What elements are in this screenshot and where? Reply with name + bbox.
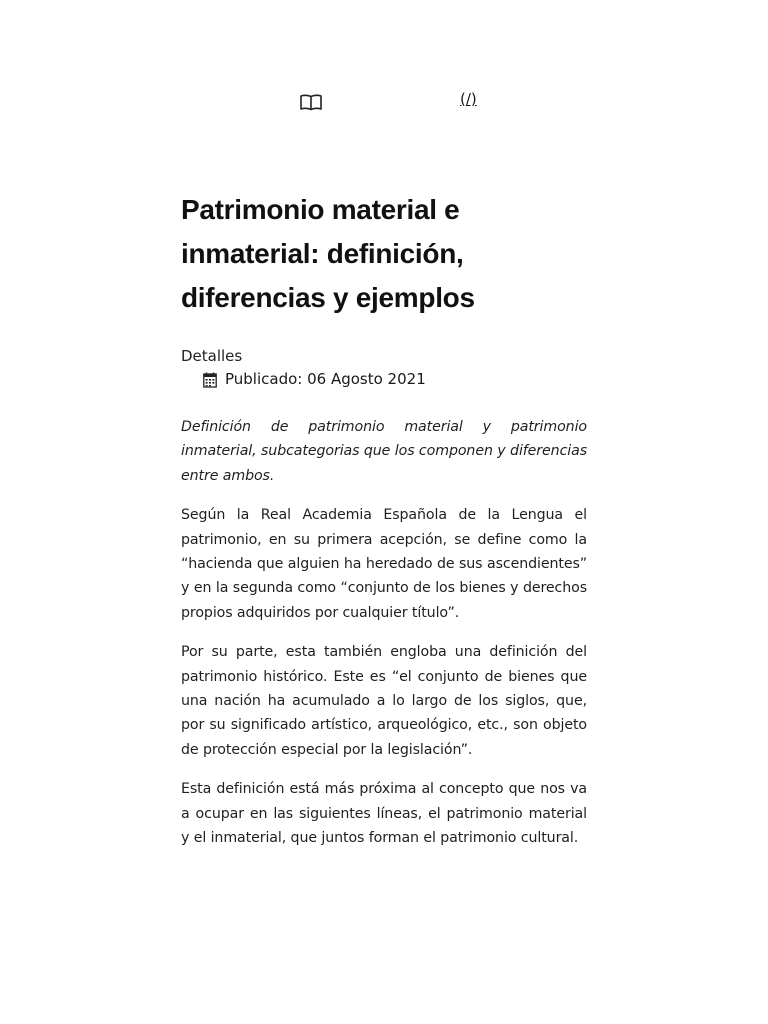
article-title: Patrimonio material e inmaterial: definición, diferencias y ejemplos	[181, 194, 475, 313]
article-paragraph: Por su parte, esta también engloba una definición del patrimonio histórico. Este es “el conjunto de bienes que una nación ha acumulado a lo largo de los siglos, que, por su significado artístico, arqueológico, etc., son objeto de protección especial por la legislación”.	[181, 644, 587, 758]
published-label: Publicado: 06 Agosto 2021	[225, 370, 426, 388]
calendar-icon	[203, 372, 217, 388]
details-label: Detalles	[181, 347, 243, 365]
book-open-icon[interactable]	[299, 92, 323, 112]
article-lead-paragraph: Definición de patrimonio material y patrimonio inmaterial, subcategorias que los componen y diferencias entre ambos.	[181, 419, 587, 484]
site-header	[0, 90, 768, 114]
article-body	[181, 415, 587, 851]
published-date	[203, 368, 587, 391]
article-paragraph: Según la Real Academia Española de la Lengua el patrimonio, en su primera acepción, se define como la “hacienda que alguien ha heredado de sus ascendientes” y en la segunda como “conjunto de los bienes y derechos propios adquiridos por cualquier título”.	[181, 507, 587, 621]
article	[181, 188, 587, 866]
home-link[interactable]: (/)	[460, 90, 477, 108]
article-paragraph: Esta definición está más próxima al concepto que nos va a ocupar en las siguientes líneas, el patrimonio material y el inmaterial, que juntos forman el patrimonio cultural.	[181, 781, 587, 847]
